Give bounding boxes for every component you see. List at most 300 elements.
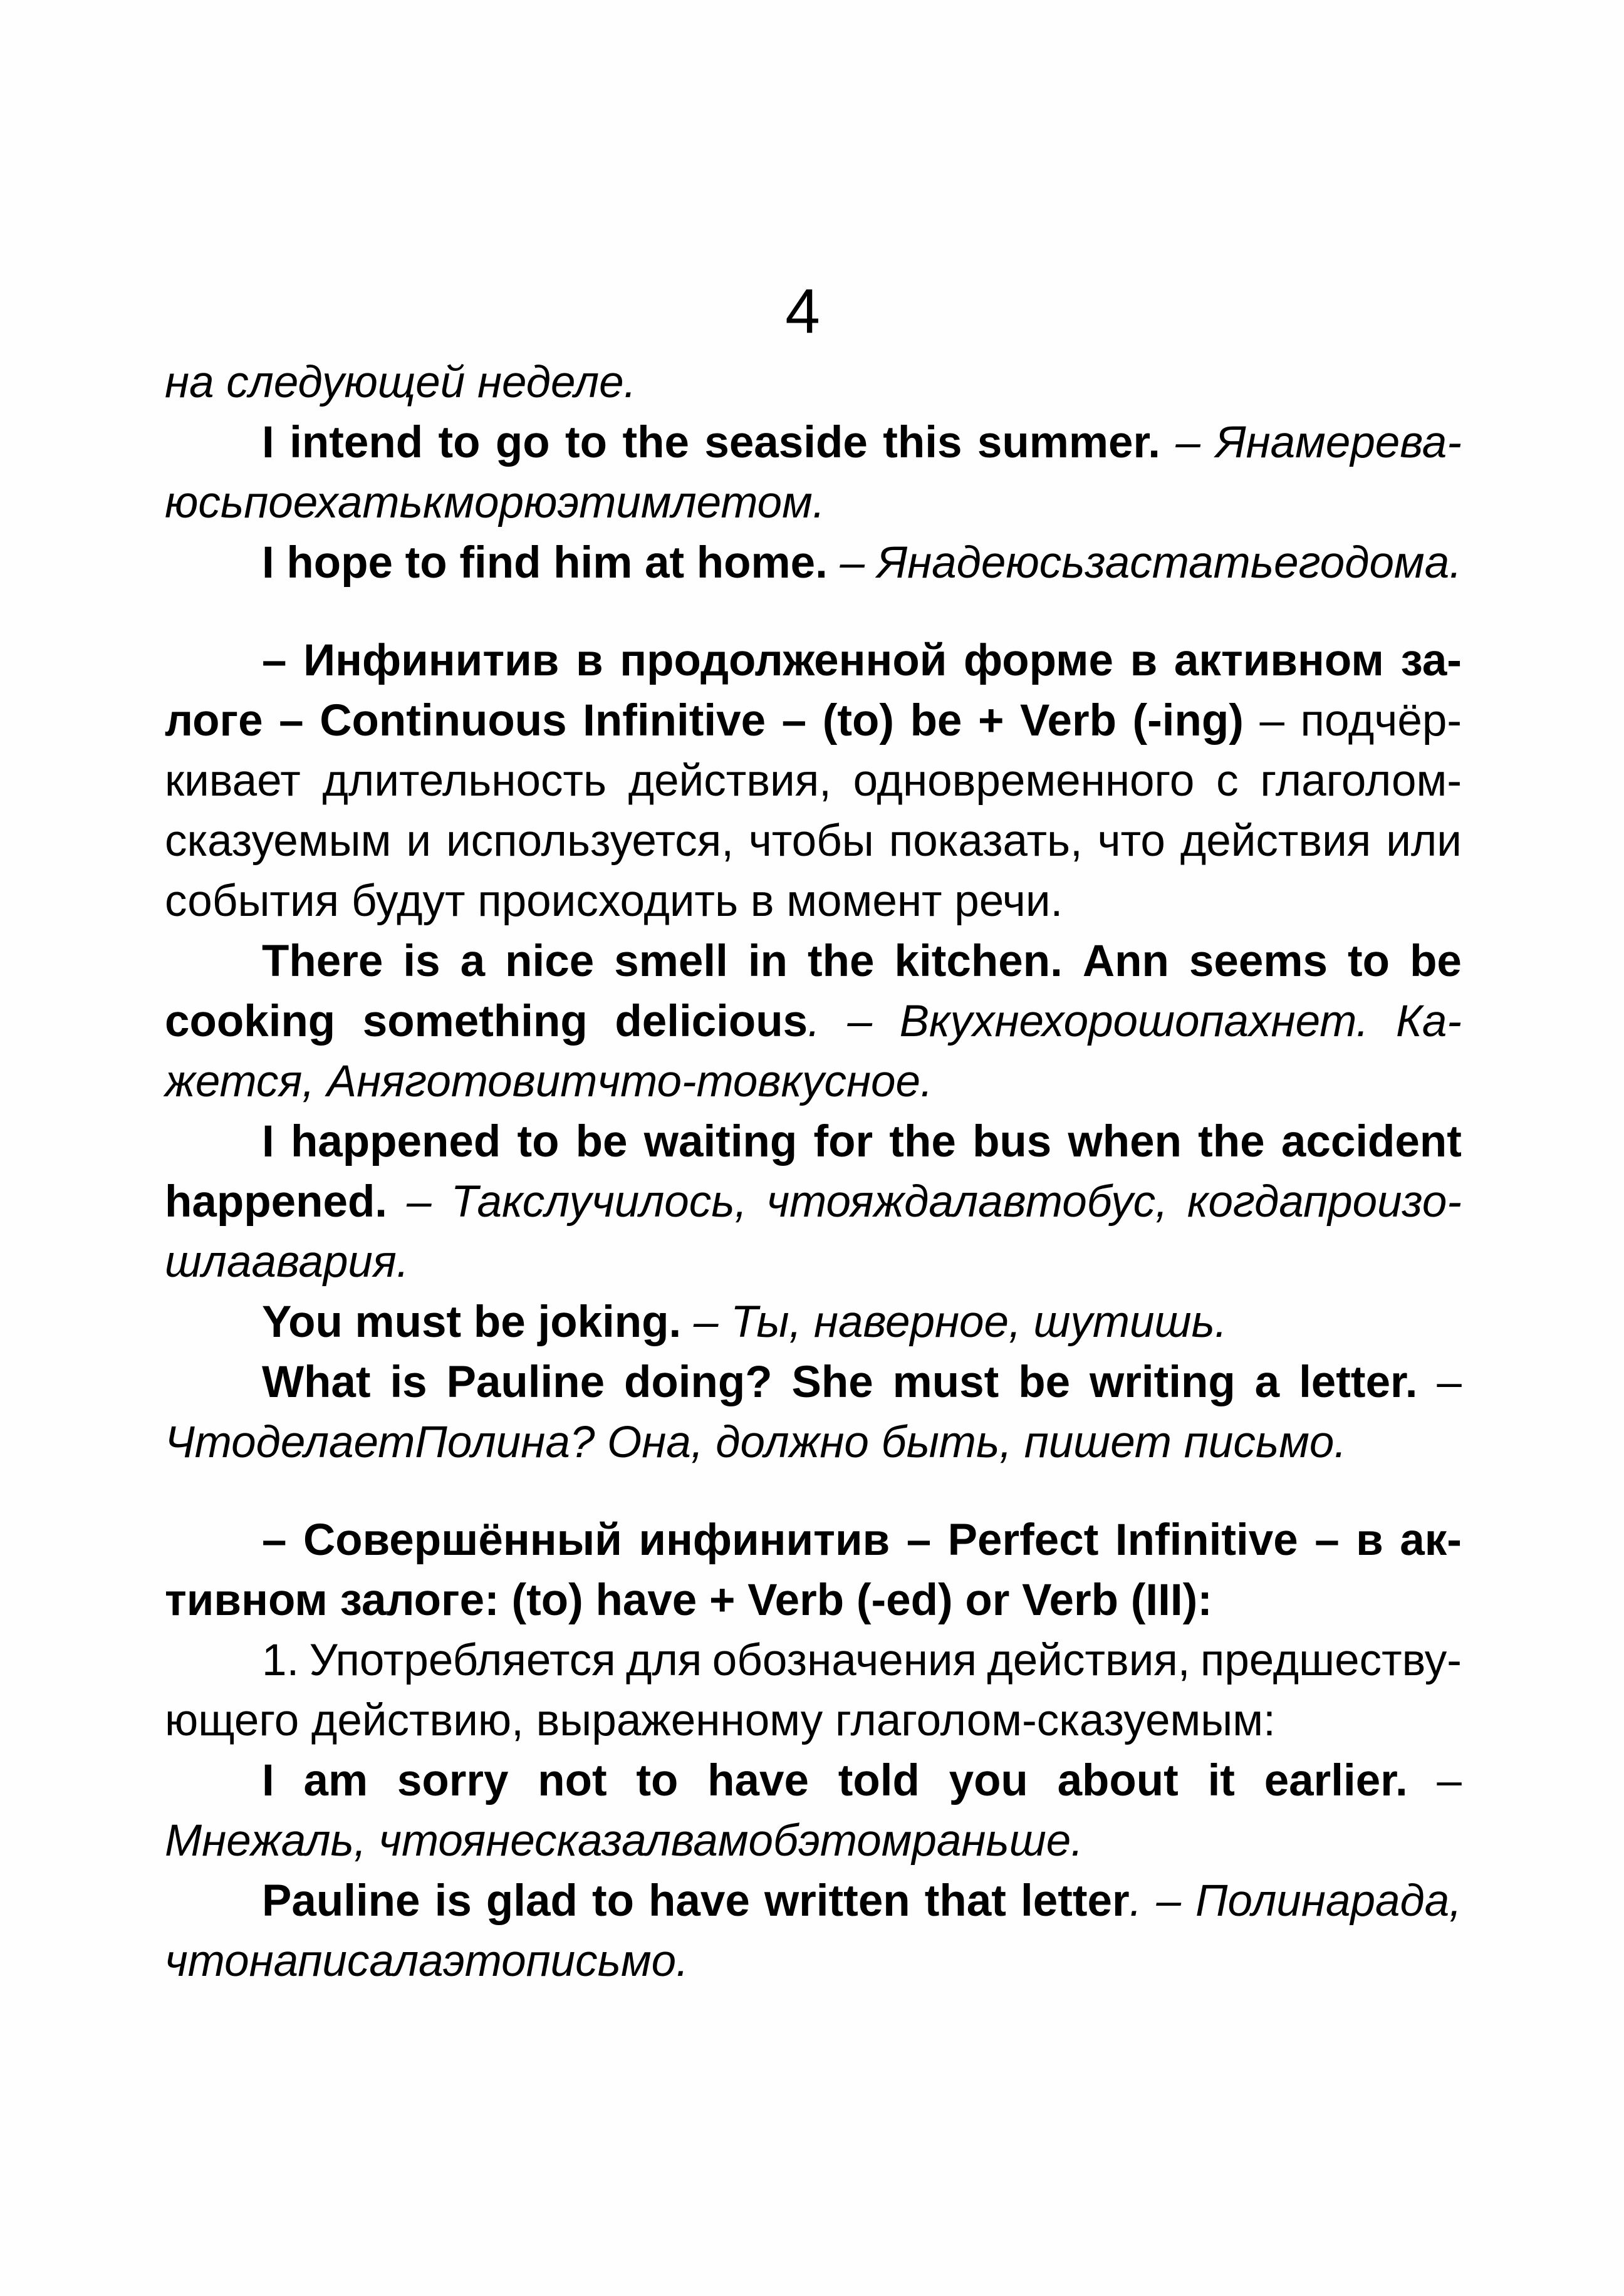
word xyxy=(461,932,486,992)
text-segment: активном xyxy=(1174,636,1384,685)
text-segment: жется, Аняготовитчто-товкусное. xyxy=(165,1057,933,1106)
text-segment: в xyxy=(1130,636,1158,685)
text-segment: written xyxy=(764,1876,910,1926)
text-segment: at xyxy=(644,538,685,588)
word xyxy=(949,1751,1028,1811)
text-segment: the xyxy=(622,418,689,467)
text-segment: – xyxy=(781,696,807,745)
text-segment: Полинарада, xyxy=(1195,1876,1462,1926)
text-segment: . xyxy=(808,997,820,1046)
text-segment: – xyxy=(407,1177,432,1227)
text-segment: – xyxy=(906,1515,932,1565)
text-segment: кивает xyxy=(165,756,301,806)
word xyxy=(1156,1871,1181,1931)
text-segment: in xyxy=(747,937,788,986)
text-segment: Infinitive xyxy=(1115,1515,1298,1565)
word xyxy=(496,413,550,473)
text-segment: – xyxy=(1259,696,1284,745)
text-segment: to xyxy=(565,418,608,467)
paragraph xyxy=(165,631,1462,932)
word xyxy=(363,992,588,1052)
text-line xyxy=(165,1931,1462,1992)
word xyxy=(1437,1751,1462,1811)
text-segment: the xyxy=(808,937,875,986)
text-segment: delicious xyxy=(615,997,808,1046)
word xyxy=(390,1353,427,1413)
text-segment: letter xyxy=(1021,1876,1130,1926)
word xyxy=(893,1353,999,1413)
text-segment: a xyxy=(460,937,486,986)
word xyxy=(1198,1112,1265,1172)
word xyxy=(648,1871,750,1931)
text-segment: Continuous xyxy=(320,696,567,745)
text-segment: сказуемым xyxy=(165,816,392,866)
text-segment: тивном залоге: (to) have + Verb (-ed) or Verb (III): xyxy=(165,1576,1212,1625)
text-segment: You must be joking. xyxy=(262,1297,682,1347)
text-segment: writing xyxy=(1090,1358,1236,1407)
text-line xyxy=(165,1631,1462,1691)
word xyxy=(446,811,734,871)
text-segment: letter. xyxy=(1299,1358,1418,1407)
word xyxy=(438,413,480,473)
text-line xyxy=(165,473,1462,533)
text-segment: Ка- xyxy=(1395,997,1462,1046)
text-segment: показать, xyxy=(888,816,1083,866)
word xyxy=(636,1751,678,1811)
text-segment: happened xyxy=(290,1117,501,1166)
word xyxy=(1020,691,1116,751)
word xyxy=(165,691,263,751)
text-line xyxy=(165,413,1462,473)
text-segment: + xyxy=(977,696,1004,745)
text-segment: kitchen. xyxy=(894,937,1063,986)
word xyxy=(1090,1353,1236,1413)
word xyxy=(764,1871,910,1931)
paragraph xyxy=(165,1751,1462,1871)
text-segment: – xyxy=(1437,1756,1462,1805)
word xyxy=(447,1353,605,1413)
text-segment: home. xyxy=(696,538,828,588)
text-segment: is xyxy=(403,937,440,986)
text-segment: что xyxy=(1097,816,1165,866)
word xyxy=(1400,631,1462,691)
word xyxy=(1437,1353,1462,1413)
text-segment: длительность xyxy=(322,756,606,806)
word xyxy=(838,1751,920,1811)
text-segment: to xyxy=(405,538,447,588)
text-segment: – xyxy=(1156,1876,1181,1926)
text-segment: sorry xyxy=(397,1756,509,1805)
text-line xyxy=(165,751,1462,811)
text-segment: – xyxy=(1314,1515,1340,1565)
word xyxy=(291,1112,501,1172)
word xyxy=(323,751,607,811)
word xyxy=(262,1112,274,1172)
word xyxy=(1301,691,1462,751)
word xyxy=(303,631,559,691)
paragraph xyxy=(165,1112,1462,1292)
paragraph xyxy=(165,1631,1462,1751)
text-segment: Янадеюсьзастатьегодома. xyxy=(877,538,1462,588)
word xyxy=(165,811,391,871)
text-segment: за- xyxy=(1400,636,1462,685)
word xyxy=(1356,1510,1383,1571)
word xyxy=(823,691,894,751)
text-line xyxy=(165,1112,1462,1172)
text-segment: earlier. xyxy=(1264,1756,1408,1805)
text-segment: – xyxy=(847,997,872,1046)
word xyxy=(1215,413,1462,473)
word xyxy=(1130,631,1158,691)
text-segment: be xyxy=(910,696,962,745)
word xyxy=(792,1353,873,1413)
text-segment: – xyxy=(1437,1358,1462,1407)
text-segment: There xyxy=(262,937,383,986)
word xyxy=(877,533,1462,593)
text-line xyxy=(165,1751,1462,1811)
word xyxy=(712,1631,977,1691)
text-segment: в xyxy=(1356,1515,1383,1565)
word xyxy=(1299,1353,1417,1413)
text-segment: – Ты, наверное, шутишь. xyxy=(681,1297,1227,1347)
word xyxy=(405,533,447,593)
word xyxy=(279,691,304,751)
word xyxy=(576,1112,628,1172)
text-segment: Ann xyxy=(1082,937,1169,986)
word xyxy=(1174,631,1384,691)
text-segment: (-ing) xyxy=(1132,696,1244,745)
word xyxy=(847,992,872,1052)
text-segment: to xyxy=(636,1756,679,1805)
word xyxy=(1410,932,1462,992)
text-segment: инфинитив xyxy=(638,1515,890,1565)
word xyxy=(748,932,788,992)
text-segment: to xyxy=(438,418,481,467)
word xyxy=(286,533,393,593)
text-line xyxy=(165,1691,1462,1751)
word xyxy=(964,631,1113,691)
text-segment: ющего действию, выраженному глаголом-сказуемым: xyxy=(165,1696,1276,1745)
word xyxy=(1068,1112,1182,1172)
text-line xyxy=(165,533,1462,593)
text-segment: в xyxy=(576,636,603,685)
paragraph xyxy=(165,533,1462,593)
paragraph xyxy=(165,1510,1462,1631)
text-line xyxy=(165,871,1462,932)
text-line xyxy=(165,811,1462,871)
word xyxy=(553,533,632,593)
text-segment: must xyxy=(892,1358,999,1407)
text-segment: the xyxy=(1198,1117,1265,1166)
word xyxy=(583,691,766,751)
text-segment: Verb xyxy=(1020,696,1116,745)
word xyxy=(1133,691,1244,751)
word xyxy=(978,691,1004,751)
text-segment: и xyxy=(406,816,432,866)
word xyxy=(1195,1871,1462,1931)
word xyxy=(406,811,431,871)
word xyxy=(517,1112,559,1172)
text-segment: Мнежаль, чтоянесказалвамобэтомраньше. xyxy=(165,1816,1083,1866)
word xyxy=(889,1112,956,1172)
text-segment: have xyxy=(648,1876,750,1926)
word xyxy=(565,413,607,473)
text-segment: this xyxy=(883,418,962,467)
word xyxy=(1083,932,1169,992)
word xyxy=(538,1751,606,1811)
text-segment: действия xyxy=(1180,816,1372,866)
word xyxy=(397,1751,509,1811)
text-segment: на следующей неделе. xyxy=(165,358,637,407)
word xyxy=(289,413,423,473)
text-segment: intend xyxy=(289,418,424,467)
word xyxy=(1175,413,1200,473)
word xyxy=(1400,1510,1462,1571)
text-segment: – xyxy=(840,538,865,588)
text-line xyxy=(165,1871,1462,1931)
word xyxy=(614,932,728,992)
word xyxy=(900,992,1369,1052)
text-segment: about xyxy=(1057,1756,1179,1805)
paragraph xyxy=(165,1353,1462,1473)
text-segment: глаголом- xyxy=(1260,756,1462,806)
text-segment: be xyxy=(1410,937,1462,986)
text-segment: is xyxy=(434,1876,472,1926)
text-segment: I xyxy=(262,418,274,467)
text-segment: Infinitive xyxy=(583,696,766,745)
text-segment: be xyxy=(1018,1358,1071,1407)
paragraph xyxy=(165,1871,1462,1992)
word xyxy=(1200,1631,1462,1691)
word xyxy=(766,1172,1167,1232)
word xyxy=(435,1871,472,1931)
text-segment: события будут происходить в момент речи. xyxy=(165,876,1063,926)
word xyxy=(310,1631,616,1691)
text-segment: шлаавария. xyxy=(165,1237,409,1287)
paragraph xyxy=(165,353,1462,413)
text-line xyxy=(165,992,1462,1052)
text-segment: accident xyxy=(1281,1117,1462,1166)
text-segment: not xyxy=(538,1756,607,1805)
paragraph xyxy=(165,413,1462,533)
text-segment: smell xyxy=(614,937,728,986)
word xyxy=(576,631,603,691)
text-segment: nice xyxy=(505,937,595,986)
text-segment: – xyxy=(1175,418,1200,467)
word xyxy=(1098,811,1165,871)
text-segment: that xyxy=(924,1876,1006,1926)
word xyxy=(1314,1510,1340,1571)
text-segment: одновременного xyxy=(853,756,1195,806)
text-segment: seems xyxy=(1189,937,1328,986)
word xyxy=(972,1112,1051,1172)
text-line xyxy=(165,1571,1462,1631)
word xyxy=(925,1871,1006,1931)
text-segment: doing? xyxy=(624,1358,773,1407)
text-line xyxy=(165,1811,1462,1871)
page-content xyxy=(165,353,1462,1992)
text-segment: – xyxy=(262,1515,287,1565)
word xyxy=(303,1751,368,1811)
text-segment: it xyxy=(1207,1756,1235,1805)
text-segment: to xyxy=(517,1117,560,1166)
word xyxy=(403,932,440,992)
word xyxy=(505,932,594,992)
word xyxy=(707,1751,809,1811)
text-segment: . xyxy=(1129,1876,1142,1926)
text-line xyxy=(165,932,1462,992)
text-segment: Perfect xyxy=(947,1515,1099,1565)
text-segment: I xyxy=(262,1117,274,1166)
text-line xyxy=(165,691,1462,751)
word xyxy=(1216,751,1239,811)
text-segment: ак- xyxy=(1400,1515,1462,1565)
word xyxy=(1187,1172,1462,1232)
text-segment: Pauline xyxy=(262,1876,420,1926)
text-segment: summer. xyxy=(977,418,1160,467)
word xyxy=(486,1871,578,1931)
text-segment: чтонаписалаэтописьмо. xyxy=(165,1936,689,1986)
text-segment: happened. xyxy=(165,1177,388,1227)
text-segment: Совершённый xyxy=(303,1515,622,1565)
text-segment: be xyxy=(575,1117,628,1166)
word xyxy=(977,413,1160,473)
word xyxy=(1281,1112,1462,1172)
text-segment: Такслучилось, xyxy=(450,1177,747,1227)
word xyxy=(620,631,947,691)
word xyxy=(910,691,962,751)
word xyxy=(320,691,566,751)
text-line xyxy=(165,1292,1462,1353)
text-segment: She xyxy=(791,1358,873,1407)
text-segment: форме xyxy=(964,636,1114,685)
text-segment: to xyxy=(1348,937,1390,986)
text-segment: с xyxy=(1216,756,1239,806)
text-segment: go xyxy=(495,418,550,467)
text-segment: предшеству- xyxy=(1200,1636,1462,1685)
word xyxy=(987,1631,1190,1691)
word xyxy=(262,1510,287,1571)
text-segment: чтояждалавтобус, xyxy=(766,1177,1168,1227)
word xyxy=(749,811,874,871)
text-segment: юсьпоехатькморюэтимлетом. xyxy=(165,478,825,527)
word xyxy=(782,691,807,751)
text-line xyxy=(165,1232,1462,1292)
text-segment: when xyxy=(1068,1117,1182,1166)
text-segment: have xyxy=(707,1756,809,1805)
paragraph xyxy=(165,1292,1462,1353)
word xyxy=(615,992,820,1052)
text-segment: логе xyxy=(165,696,263,745)
word xyxy=(262,1871,420,1931)
word xyxy=(262,413,274,473)
word xyxy=(1348,932,1390,992)
word xyxy=(814,1112,873,1172)
word xyxy=(644,1112,798,1172)
text-segment: подчёр- xyxy=(1300,696,1462,745)
word xyxy=(262,1631,299,1691)
text-segment: am xyxy=(303,1756,368,1805)
text-segment: продолженной xyxy=(620,636,947,685)
text-segment: Pauline xyxy=(446,1358,605,1407)
text-segment: Инфинитив xyxy=(303,636,560,685)
text-segment: (to) xyxy=(822,696,894,745)
word xyxy=(1018,1353,1070,1413)
text-segment: a xyxy=(1254,1358,1280,1407)
text-segment: What xyxy=(262,1358,371,1407)
text-segment: hope xyxy=(286,538,393,588)
word xyxy=(165,1172,387,1232)
text-segment: seaside xyxy=(704,418,868,467)
text-segment: действия, xyxy=(628,756,831,806)
text-line xyxy=(165,1413,1462,1473)
text-line xyxy=(165,1353,1462,1413)
word xyxy=(262,1353,371,1413)
text-segment: – xyxy=(279,696,304,745)
word xyxy=(1115,1510,1298,1571)
word xyxy=(1264,1751,1408,1811)
text-segment: told xyxy=(838,1756,920,1805)
page-number: 4 xyxy=(785,276,820,346)
text-segment: you xyxy=(949,1756,1028,1805)
text-segment: is xyxy=(390,1358,427,1407)
word xyxy=(459,533,541,593)
text-segment: обозначения xyxy=(712,1636,977,1685)
word xyxy=(262,932,383,992)
word xyxy=(1259,691,1284,751)
word xyxy=(262,533,274,593)
word xyxy=(624,1353,773,1413)
text-segment: чтобы xyxy=(748,816,874,866)
text-segment: waiting xyxy=(643,1117,798,1166)
text-segment: ЧтоделаетПолина? Она, должно быть, пишет письмо. xyxy=(165,1418,1347,1467)
paragraph xyxy=(165,932,1462,1112)
word xyxy=(1260,751,1462,811)
text-segment: Вкухнехорошопахнет. xyxy=(899,997,1369,1046)
word xyxy=(889,811,1083,871)
word xyxy=(622,413,689,473)
word xyxy=(704,413,868,473)
word xyxy=(262,1751,274,1811)
word xyxy=(262,631,287,691)
word xyxy=(1180,811,1371,871)
word xyxy=(1255,1353,1280,1413)
text-segment: 1. xyxy=(262,1636,299,1685)
word xyxy=(626,1631,702,1691)
text-segment: bus xyxy=(972,1117,1052,1166)
word xyxy=(1189,932,1328,992)
text-segment: Употребляется xyxy=(309,1636,616,1685)
word xyxy=(840,533,865,593)
text-segment: действия, xyxy=(987,1636,1190,1685)
word xyxy=(697,533,828,593)
text-segment: I xyxy=(262,538,274,588)
word xyxy=(1021,1871,1142,1931)
word xyxy=(907,1510,932,1571)
text-segment: Янамерева- xyxy=(1215,418,1462,467)
text-segment: для xyxy=(626,1636,702,1685)
text-segment: cooking xyxy=(165,997,336,1046)
word xyxy=(303,1510,622,1571)
text-segment: find xyxy=(459,538,541,588)
text-segment: something xyxy=(362,997,588,1046)
text-line xyxy=(165,1172,1462,1232)
word xyxy=(638,1510,890,1571)
text-segment: используется, xyxy=(446,816,734,866)
word xyxy=(808,932,875,992)
word xyxy=(451,1172,747,1232)
word xyxy=(592,1871,634,1931)
